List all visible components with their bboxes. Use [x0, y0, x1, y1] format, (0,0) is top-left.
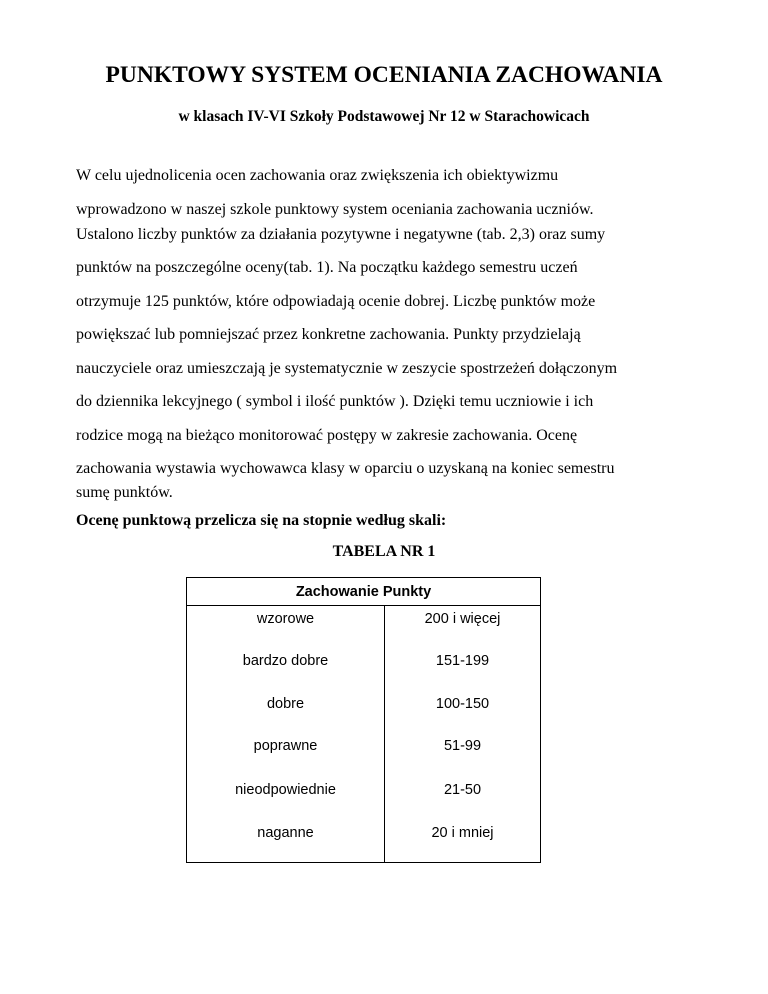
grade-cell: naganne: [257, 825, 314, 841]
grade-cell: nieodpowiednie: [235, 782, 336, 798]
paragraph-line: powiększać lub pomniejszać przez konkretne zachowania. Punkty przydzielają: [76, 326, 581, 343]
paragraph-line: sumę punktów.: [76, 484, 173, 501]
grade-cell: wzorowe: [256, 611, 315, 627]
paragraph-line: W celu ujednolicenia ocen zachowania oraz zwiększenia ich obiektywizmu: [76, 167, 559, 184]
points-cell: 20 i mniej: [431, 825, 494, 841]
table-header: Zachowanie Punkty: [295, 584, 432, 600]
paragraph-line: wprowadzono w naszej szkole punktowy system oceniania zachowania uczniów.: [76, 201, 594, 218]
paragraph-line: punktów na poszczególne oceny(tab. 1). Na początku każdego semestru uczeń: [76, 259, 578, 276]
grade-cell: poprawne: [253, 738, 318, 754]
grade-cell: bardzo dobre: [242, 653, 329, 669]
points-cell: 151-199: [435, 653, 490, 669]
paragraph-line: Ustalono liczby punktów za działania pozytywne i negatywne (tab. 2,3) oraz sumy: [76, 226, 606, 243]
paragraph-line: otrzymuje 125 punktów, które odpowiadają ocenie dobrej. Liczbę punktów może: [76, 293, 596, 310]
paragraph-line: do dziennika lekcyjnego ( symbol i ilość punktów ). Dzięki temu uczniowie i ich: [76, 393, 594, 410]
points-cell: 100-150: [435, 696, 490, 712]
paragraph-line: zachowania wystawia wychowawca klasy w oparciu o uzyskaną na koniec semestru: [76, 460, 615, 477]
grade-cell: dobre: [266, 696, 305, 712]
points-cell: 200 i więcej: [424, 611, 501, 627]
scale-intro: Ocenę punktową przelicza się na stopnie według skali:: [76, 512, 447, 529]
points-cell: 21-50: [443, 782, 482, 798]
paragraph-line: nauczyciele oraz umieszczają je systematycznie w zeszycie spostrzeżeń dołączonym: [76, 360, 618, 377]
points-cell: 51-99: [443, 738, 482, 754]
document-subtitle: w klasach IV-VI Szkoły Podstawowej Nr 12 w Starachowicach: [178, 108, 590, 125]
document-title: PUNKTOWY SYSTEM OCENIANIA ZACHOWANIA: [105, 62, 663, 88]
grade-table: [186, 577, 541, 863]
table-divider: [187, 605, 540, 606]
paragraph-line: rodzice mogą na bieżąco monitorować postępy w zakresie zachowania. Ocenę: [76, 427, 578, 444]
table-title: TABELA NR 1: [332, 543, 436, 560]
